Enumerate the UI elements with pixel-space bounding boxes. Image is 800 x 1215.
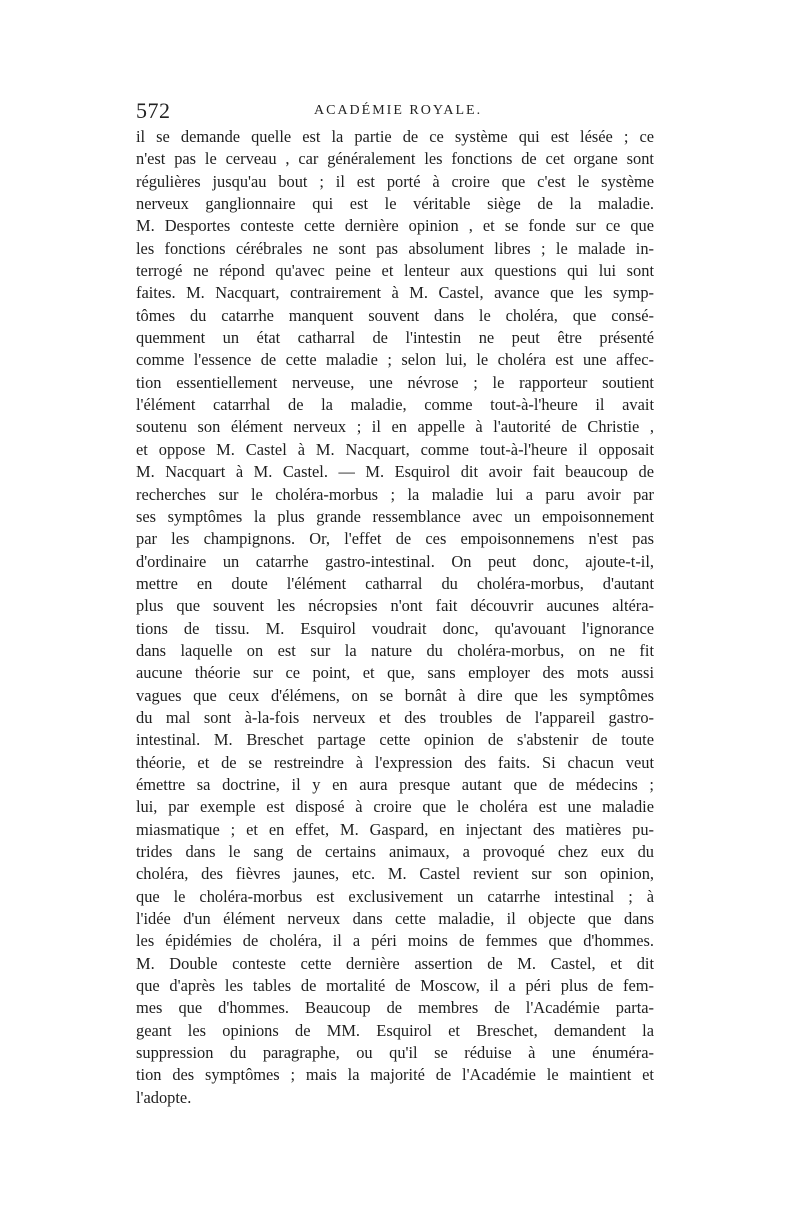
text-line: mes que d'hommes. Beaucoup de membres de l'Académie parta- (136, 998, 654, 1018)
text-line: geant les opinions de MM. Esquirol et Breschet, demandent la (136, 1020, 654, 1040)
text-line: quemment un état catharral de l'intestin ne peut être présenté (136, 328, 654, 348)
text-line: mettre en doute l'élément catharral du choléra-morbus, d'autant (136, 573, 654, 593)
text-line: tions de tissu. M. Esquirol voudrait donc, qu'avouant l'ignorance (136, 618, 654, 638)
text-line: trides dans le sang de certains animaux, a provoqué chez eux du (136, 842, 654, 861)
text-line: M. Nacquart à M. Castel. — M. Esquirol dit avoir fait beaucoup de (136, 462, 654, 482)
text-line: que le choléra-morbus est exclusivement un catarrhe intestinal ; à (136, 886, 654, 906)
text-line: M. Double conteste cette dernière assertion de M. Castel, et dit (136, 953, 654, 973)
text-line: suppression du paragraphe, ou qu'il se réduise à une énuméra- (136, 1043, 654, 1063)
text-line: et oppose M. Castel à M. Nacquart, comme tout-à-l'heure il opposait (136, 439, 654, 459)
text-line: aucune théorie sur ce point, et que, sans employer des mots aussi (136, 663, 654, 683)
text-line: n'est pas le cerveau , car généralement les fonctions de cet organe sont (136, 149, 654, 169)
text-line: par les champignons. Or, l'effet de ces empoisonnemens n'est pas (136, 529, 654, 549)
text-line: les fonctions cérébrales ne sont pas absolument libres ; le malade in- (136, 238, 654, 258)
running-title: ACADÉMIE ROYALE. (314, 103, 483, 118)
text-line: il se demande quelle est la partie de ce système qui est lésée ; ce (136, 127, 654, 146)
page-number: 572 (136, 98, 171, 123)
text-line: du mal sont à-la-fois nerveux et des troubles de l'appareil gastro- (136, 707, 654, 727)
text-line: que d'après les tables de mortalité de Moscow, il a péri plus de fem- (136, 976, 654, 996)
text-line: recherches sur le choléra-morbus ; la maladie lui a paru avoir par (136, 484, 654, 504)
text-line: théorie, et de se restreindre à l'expression des faits. Si chacun veut (136, 752, 654, 772)
text-line: comme l'essence de cette maladie ; selon lui, le choléra est une affec- (136, 350, 654, 370)
running-head (136, 98, 656, 124)
text-line: faites. M. Nacquart, contrairement à M. Castel, avance que les symp- (136, 283, 654, 303)
text-line: nerveux ganglionnaire qui est le véritable siège de la maladie. (136, 194, 654, 214)
text-line: tion essentiellement nerveuse, une névrose ; le rapporteur soutient (136, 372, 654, 392)
text-line: intestinal. M. Breschet partage cette opinion de s'abstenir de toute (136, 730, 654, 750)
text-line: plus que souvent les nécropsies n'ont fait découvrir aucunes altéra- (136, 596, 654, 616)
text-line: soutenu son élément nerveux ; il en appelle à l'autorité de Christie , (136, 417, 654, 437)
text-line: choléra, des fièvres jaunes, etc. M. Castel revient sur son opinion, (136, 864, 654, 884)
text-line: d'ordinaire un catarrhe gastro-intestinal. On peut donc, ajoute-t-il, (136, 551, 654, 571)
text-line: l'adopte. (136, 1087, 192, 1107)
text-line: terrogé ne répond qu'avec peine et lenteur aux questions qui lui sont (136, 261, 654, 281)
text-line: les épidémies de choléra, il a péri moins de femmes que d'hommes. (136, 931, 654, 951)
text-line: tion des symptômes ; mais la majorité de l'Académie le maintient et (136, 1065, 654, 1085)
text-line: ses symptômes la plus grande ressemblance avec un empoisonnement (136, 506, 654, 526)
text-line: émettre sa doctrine, il y en aura presque autant que de médecins ; (136, 774, 654, 794)
text-line: l'idée d'un élément nerveux dans cette maladie, il objecte que dans (136, 909, 654, 929)
text-line: tômes du catarrhe manquent souvent dans le choléra, que consé- (136, 305, 654, 325)
text-line: lui, par exemple est disposé à croire que le choléra est une maladie (136, 797, 654, 817)
text-line: dans laquelle on est sur la nature du choléra-morbus, on ne fit (136, 640, 654, 660)
text-line: l'élément catarrhal de la maladie, comme tout-à-l'heure il avait (136, 395, 654, 415)
text-line: miasmatique ; et en effet, M. Gaspard, en injectant des matières pu- (136, 819, 654, 839)
body-text (136, 126, 654, 1109)
text-line: régulières jusqu'au bout ; il est porté à croire que c'est le système (136, 171, 654, 191)
text-line: vagues que ceux d'élémens, on se bornât à dire que les symptômes (136, 685, 654, 705)
text-line: M. Desportes conteste cette dernière opinion , et se fonde sur ce que (136, 216, 654, 236)
